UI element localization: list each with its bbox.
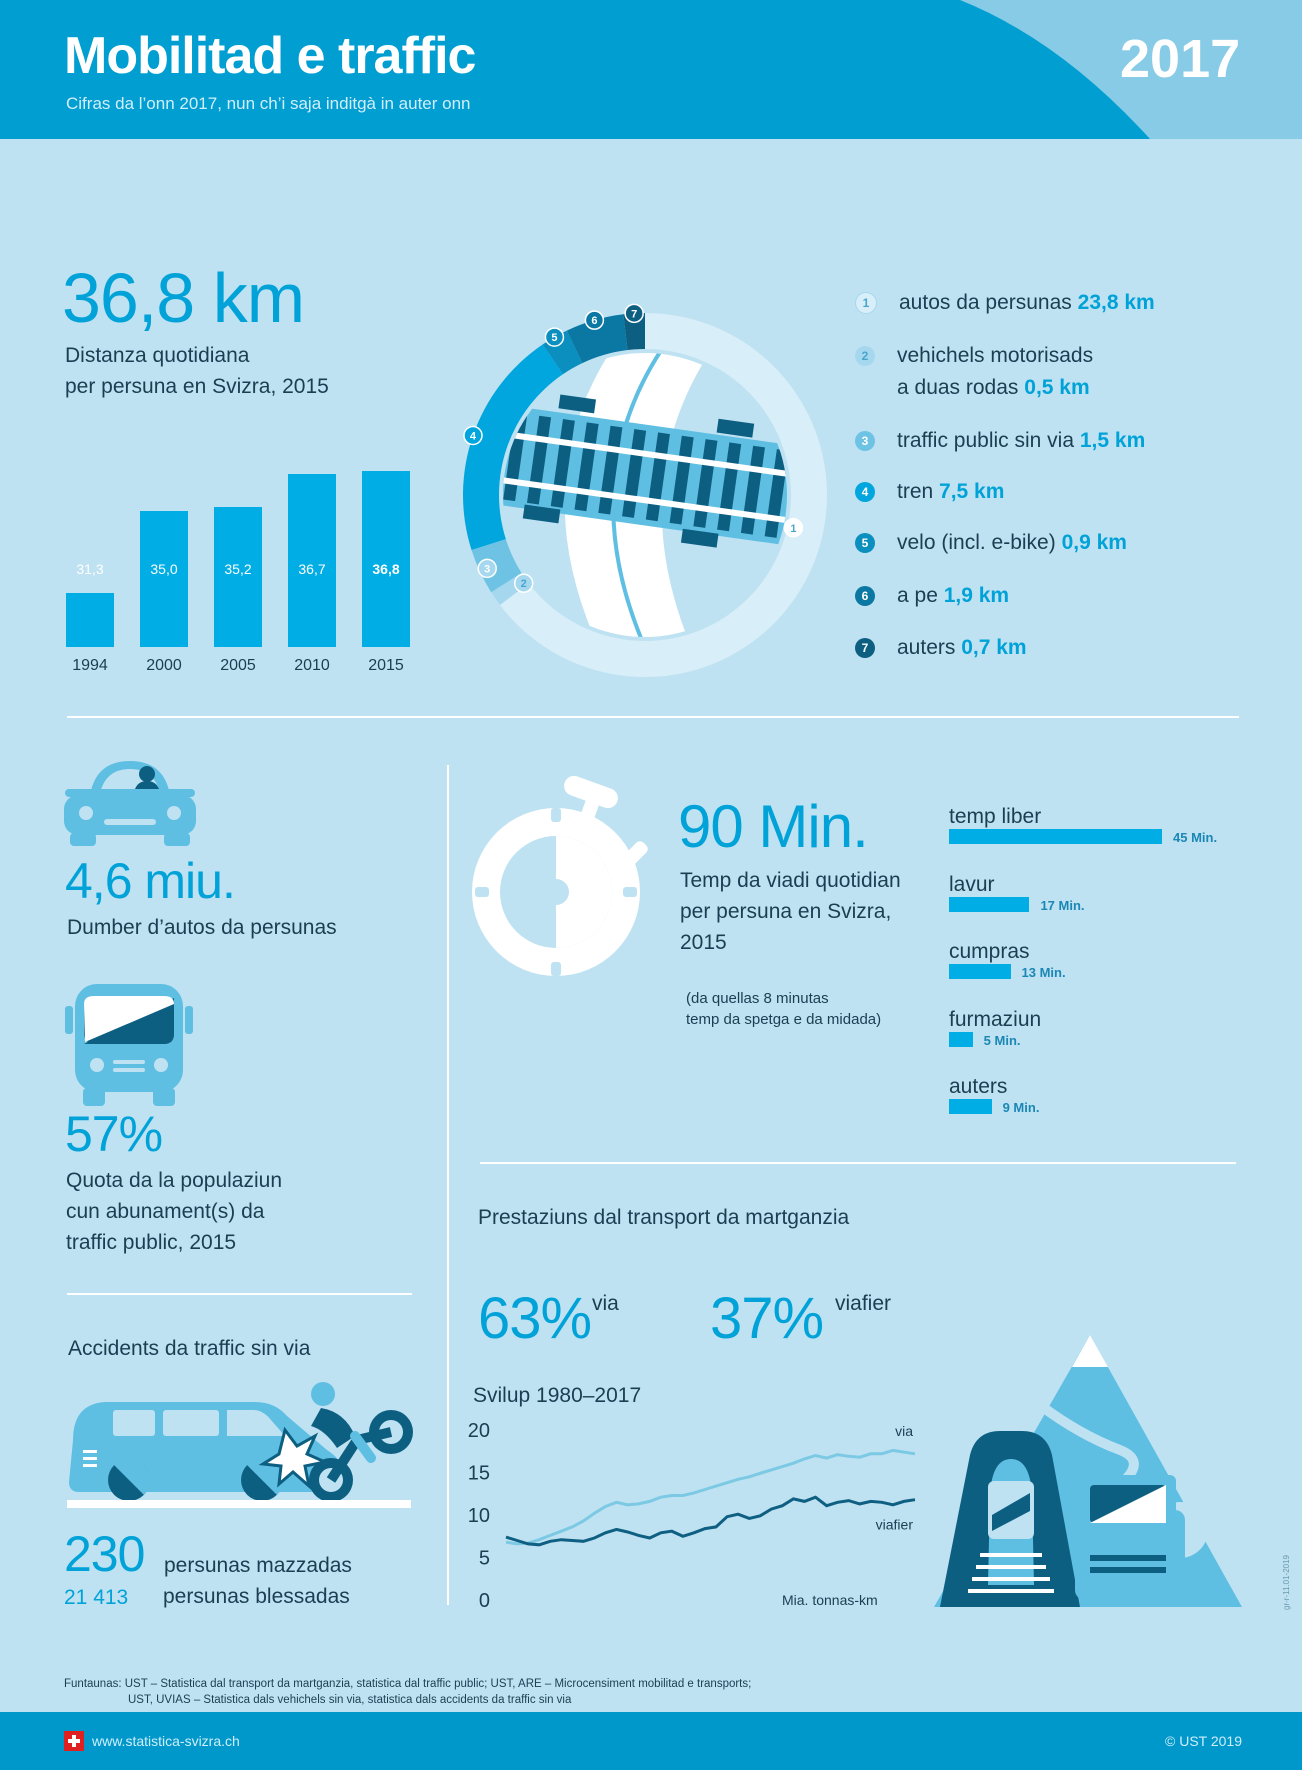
legend-text [897,531,1127,555]
legend-item [855,426,1145,456]
distance-bar-value: 35,2 [224,560,252,577]
rail-share-value: 37% [710,1286,824,1351]
pt-share-value: 57% [65,1106,163,1162]
legend-marker: 3 [855,431,875,451]
purpose-label: cumpras [949,940,1030,963]
road-share-value: 63% [478,1286,592,1351]
legend-label: traffic public sin via [897,429,1075,452]
purpose-bar [949,897,1029,912]
purpose-bar [949,1032,973,1047]
distance-label-2: per persuna en Svizra, 2015 [65,375,329,398]
page-subtitle: Cifras da l’onn 2017, nun ch’i saja inditgà in auter onn [66,94,471,113]
footer-website-link[interactable]: www.statistica-svizra.ch [92,1733,240,1749]
legend-label-2: a duas rodas [897,376,1019,399]
donut-marker-label: 5 [551,332,558,345]
y-tick-label: 5 [478,1547,490,1570]
legend-text [897,584,1009,608]
legend-marker: 5 [855,533,875,553]
legend-marker: 2 [855,346,875,366]
freight-line-chart [467,1415,930,1615]
legend-value: 0,7 km [961,636,1027,659]
series-line-viafier [506,1497,915,1545]
distance-bar-year: 1994 [72,657,108,674]
purpose-label: auters [949,1075,1008,1098]
legend-label: autos da persunas [899,291,1072,314]
pt-share-label-3: traffic public, 2015 [66,1231,237,1254]
distance-bar [214,507,262,647]
travel-time-label-3: 2015 [680,931,727,954]
donut-marker-label: 4 [469,430,477,443]
legend-label: velo (incl. e-bike) [897,531,1056,554]
distance-bar-value: 36,7 [298,560,326,577]
injured-value: 21 413 [64,1586,129,1609]
distance-bar [66,561,114,647]
injured-label: persunas blessadas [163,1585,350,1608]
purpose-value: 9 Min. [1002,1100,1040,1115]
distance-label-1: Distanza quotidiana [65,344,250,367]
series-label-viafier: viafier [875,1516,913,1533]
legend-marker: 6 [855,586,875,606]
page-title: Mobilitad e traffic [64,27,476,85]
pt-share-label-1: Quota da la populaziun [66,1169,282,1192]
legend-marker: 7 [855,638,875,658]
legend-label: vehichels motorisads [897,344,1094,367]
travel-time-note-2: temp da spetga e da midada) [686,1011,882,1028]
purpose-value: 13 Min. [1021,965,1066,980]
sources-line-1: Funtaunas: UST – Statistica dal transport da martganzia, statistica dal traffic public; UST, ARE – Microcensiment mobilitad e transports; [64,1678,752,1690]
legend-item [855,633,1027,663]
purpose-value: 5 Min. [983,1032,1021,1048]
purpose-label: temp liber [949,805,1042,828]
rail-share-label: viafier [835,1292,892,1315]
cars-value: 4,6 miu. [65,853,235,909]
distance-bar-value: 36,8 [372,560,400,577]
legend-item [855,477,1004,507]
donut-marker-label: 2 [520,578,527,591]
donut-marker-label: 7 [631,308,638,321]
killed-label: persunas mazzadas [164,1554,352,1577]
line-chart-unit: Mia. tonnas-km [782,1592,878,1608]
legend-value: 1,9 km [943,584,1010,607]
legend-text [897,429,1145,453]
purpose-bar [949,964,1011,979]
distance-bar [140,511,188,647]
distance-bar-value: 31,3 [76,561,104,577]
legend-value: 0,9 km [1061,531,1127,554]
divider-2 [67,1293,412,1295]
purpose-value: 17 Min. [1040,897,1085,913]
y-tick-label: 10 [467,1505,490,1527]
travel-time-note-1: (da quellas 8 minutas [686,990,829,1007]
legend-value: 0,5 km [1024,376,1090,399]
purpose-bar [949,1099,992,1114]
legend-marker: 4 [855,482,875,502]
distance-bar-year: 2005 [220,657,256,674]
divider-vertical [447,765,449,1605]
series-line-via [506,1450,915,1544]
purpose-label: furmaziun [949,1007,1042,1031]
pt-share-label-2: cun abunament(s) da [66,1200,265,1223]
purpose-label: lavur [949,872,995,896]
swiss-flag-icon [64,1731,84,1751]
y-tick-label: 15 [467,1462,490,1485]
stopwatch-icon [468,780,658,980]
distance-bar-value: 35,0 [150,560,178,577]
side-code: gr-r-11.01-2019 [1282,1555,1291,1610]
bus-icon [65,980,195,1110]
travel-time-label-2: per persuna en Svizra, [680,900,892,923]
purpose-value: 45 Min. [1173,830,1218,845]
legend-text [897,480,1004,504]
footer-copyright: © UST 2019 [1165,1733,1242,1749]
distance-bar-year: 2015 [368,657,404,674]
distance-bar [362,471,410,647]
mode-share-donut [450,295,840,695]
distance-bar [288,474,336,647]
legend-value: 23,8 km [1077,291,1155,314]
legend-text [897,636,1027,660]
legend-text [897,340,1093,404]
travel-time-label-1: Temp da viadi quotidian [680,869,901,892]
distance-bar-year: 2000 [146,657,182,674]
killed-value: 230 [64,1526,145,1582]
header-year: 2017 [1120,29,1241,89]
legend-item [855,528,1127,558]
legend-item [855,340,1094,399]
y-tick-label: 20 [467,1420,490,1442]
tunnel-mountain-icon [930,1335,1250,1615]
freight-title: Prestaziuns dal transport da martganzia [478,1206,850,1229]
legend-value: 1,5 km [1079,429,1146,452]
legend-text [899,291,1155,315]
legend-value: 7,5 km [939,480,1005,503]
divider-1 [67,716,1239,718]
legend-label: a pe [897,584,938,607]
accident-icon [65,1370,415,1510]
distance-bar-year: 2010 [294,657,330,674]
travel-time-value: 90 Min. [678,793,868,860]
divider-3 [480,1162,1236,1164]
legend-label: tren [897,480,934,503]
legend-item [855,581,1009,611]
donut-marker-label: 3 [484,563,491,576]
distance-value: 36,8 km [62,259,304,337]
accidents-title: Accidents da traffic sin via [68,1337,311,1360]
sources-line-2: UST, UVIAS – Statistica dals vehichels sin via, statistica dals accidents da traffic sin via [128,1694,572,1706]
purpose-bar [949,829,1162,844]
legend-label: auters [897,636,956,659]
legend-item [855,288,1155,318]
series-label-via: via [895,1422,913,1439]
road-share-label: via [592,1292,619,1315]
car-icon [60,755,200,850]
donut-marker-label: 1 [790,522,797,535]
legend-marker: 1 [855,292,877,314]
cars-label: Dumber d’autos da persunas [67,916,337,939]
donut-marker-label: 6 [591,315,598,328]
y-tick-label: 0 [478,1590,490,1612]
line-chart-title: Svilup 1980–2017 [473,1384,642,1407]
